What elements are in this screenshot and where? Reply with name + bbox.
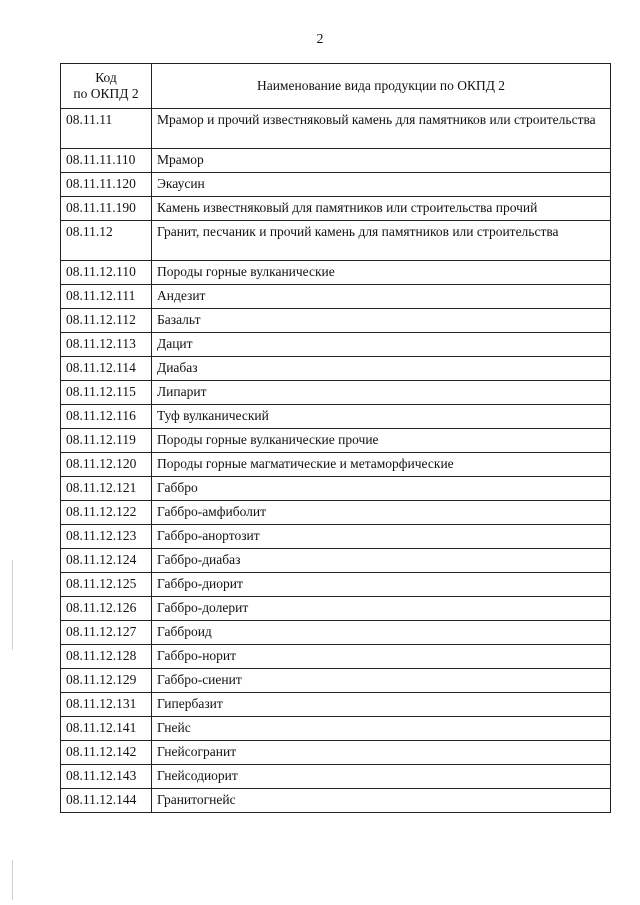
cell-name: Габбро-норит <box>152 645 611 669</box>
table-row <box>61 597 611 621</box>
cell-name: Гнейсогранит <box>152 741 611 765</box>
cell-code: 08.11.12.128 <box>61 645 152 669</box>
cell-code: 08.11.12.124 <box>61 549 152 573</box>
scan-margin-mark <box>12 860 13 900</box>
cell-name: Дацит <box>152 333 611 357</box>
cell-name: Гранит, песчаник и прочий камень для памятников или строительства <box>152 221 611 261</box>
cell-code: 08.11.12.122 <box>61 501 152 525</box>
cell-code: 08.11.11.190 <box>61 197 152 221</box>
okpd-table <box>60 63 611 813</box>
cell-name: Габбро-долерит <box>152 597 611 621</box>
cell-code: 08.11.12.142 <box>61 741 152 765</box>
cell-name: Гнейс <box>152 717 611 741</box>
table-row <box>61 669 611 693</box>
cell-code: 08.11.12.112 <box>61 309 152 333</box>
header-name: Наименование вида продукции по ОКПД 2 <box>152 64 611 109</box>
cell-name: Мрамор и прочий известняковый камень для памятников или строительства <box>152 109 611 149</box>
table-row <box>61 501 611 525</box>
cell-name: Липарит <box>152 381 611 405</box>
cell-code: 08.11.12.125 <box>61 573 152 597</box>
cell-name: Экаусин <box>152 173 611 197</box>
table-row <box>61 765 611 789</box>
cell-name: Диабаз <box>152 357 611 381</box>
table-row <box>61 381 611 405</box>
table-row <box>61 197 611 221</box>
cell-code: 08.11.12.121 <box>61 477 152 501</box>
cell-code: 08.11.12.113 <box>61 333 152 357</box>
cell-name: Габбро-диорит <box>152 573 611 597</box>
cell-name: Базальт <box>152 309 611 333</box>
cell-name: Породы горные магматические и метаморфические <box>152 453 611 477</box>
table-row <box>61 405 611 429</box>
table-row <box>61 645 611 669</box>
table-row <box>61 149 611 173</box>
scan-margin-mark <box>12 560 13 650</box>
table-row <box>61 429 611 453</box>
table-header-row <box>61 64 611 109</box>
table-row <box>61 221 611 261</box>
cell-code: 08.11.12.111 <box>61 285 152 309</box>
table-row <box>61 261 611 285</box>
table-row <box>61 525 611 549</box>
table-row <box>61 173 611 197</box>
cell-code: 08.11.12.129 <box>61 669 152 693</box>
cell-name: Габброид <box>152 621 611 645</box>
cell-name: Гипербазит <box>152 693 611 717</box>
table-body <box>61 109 611 813</box>
table-row <box>61 741 611 765</box>
cell-code: 08.11.12.123 <box>61 525 152 549</box>
cell-name: Габбро-анортозит <box>152 525 611 549</box>
cell-code: 08.11.12 <box>61 221 152 261</box>
cell-code: 08.11.12.119 <box>61 429 152 453</box>
cell-name: Габбро-амфиболит <box>152 501 611 525</box>
table-row <box>61 453 611 477</box>
cell-code: 08.11.12.114 <box>61 357 152 381</box>
cell-code: 08.11.12.110 <box>61 261 152 285</box>
table-row <box>61 717 611 741</box>
cell-code: 08.11.11.110 <box>61 149 152 173</box>
cell-name: Породы горные вулканические прочие <box>152 429 611 453</box>
table-row <box>61 789 611 813</box>
cell-name: Габбро-диабаз <box>152 549 611 573</box>
cell-name: Габбро-сиенит <box>152 669 611 693</box>
table-row <box>61 357 611 381</box>
cell-name: Габбро <box>152 477 611 501</box>
cell-code: 08.11.12.116 <box>61 405 152 429</box>
table-row <box>61 693 611 717</box>
table-row <box>61 477 611 501</box>
cell-code: 08.11.11.120 <box>61 173 152 197</box>
cell-code: 08.11.12.144 <box>61 789 152 813</box>
cell-code: 08.11.11 <box>61 109 152 149</box>
cell-code: 08.11.12.127 <box>61 621 152 645</box>
cell-name: Гранитогнейс <box>152 789 611 813</box>
header-code: Код по ОКПД 2 <box>61 64 152 109</box>
cell-code: 08.11.12.143 <box>61 765 152 789</box>
table-row <box>61 309 611 333</box>
cell-code: 08.11.12.120 <box>61 453 152 477</box>
cell-code: 08.11.12.131 <box>61 693 152 717</box>
page-number: 2 <box>316 32 324 47</box>
table-row <box>61 621 611 645</box>
cell-code: 08.11.12.141 <box>61 717 152 741</box>
cell-name: Туф вулканический <box>152 405 611 429</box>
cell-name: Породы горные вулканические <box>152 261 611 285</box>
cell-code: 08.11.12.126 <box>61 597 152 621</box>
table-row <box>61 549 611 573</box>
cell-name: Андезит <box>152 285 611 309</box>
table-row <box>61 109 611 149</box>
table-row <box>61 285 611 309</box>
table-row <box>61 573 611 597</box>
table-row <box>61 333 611 357</box>
cell-name: Мрамор <box>152 149 611 173</box>
cell-code: 08.11.12.115 <box>61 381 152 405</box>
cell-name: Гнейсодиорит <box>152 765 611 789</box>
cell-name: Камень известняковый для памятников или строительства прочий <box>152 197 611 221</box>
